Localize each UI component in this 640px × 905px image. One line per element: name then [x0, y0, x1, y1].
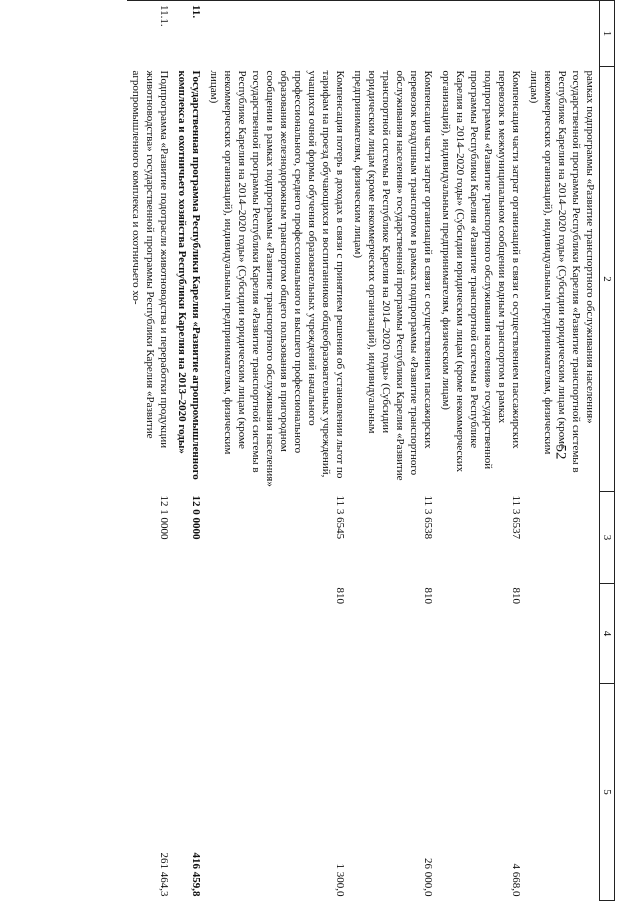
budget-table	[127, 0, 615, 901]
row-number	[349, 1, 437, 67]
row-description: Компенсация части затрат организаций в связи с осуществлением пассажирских перевозок в межмуниципальном сообщении водным транспортом в рамках подпрограммы «Развитие транспортного обслуживания населения» государственной программы Республики Карелия «Развитие транспортной системы в Республике Карелия на 2014–2020 годы» (Субсидии юридическим лицам (кроме некоммерческих организаций), индивидуальным предпринимателям, физическим лицам)	[440, 70, 522, 473]
row-code: 12 1 0000	[158, 495, 170, 540]
row-number	[205, 1, 349, 67]
column-header: 1	[600, 1, 615, 67]
row-expense-type	[127, 584, 173, 684]
row-number	[437, 1, 525, 67]
page-number: 52	[552, 444, 569, 460]
column-header: 2	[600, 67, 615, 492]
row-expense-type: 810	[510, 587, 522, 604]
row-description: рамках подпрограммы «Развитие транспортного обслуживания населения» государственной программы Республики Карелия «Развитие транспортной системы в Республике Карелия на 2014–2020 годы» (Субсидии юридическим лицам (кроме некоммерческих организаций), индивидуальным предпринимателям, физическим лицам)	[528, 70, 596, 473]
row-amount	[525, 684, 600, 901]
row-expense-type: 810	[334, 587, 346, 604]
row-amount: 26 000,0	[422, 858, 434, 897]
row-code	[525, 492, 600, 584]
column-header: 3	[600, 492, 615, 584]
row-amount: 416 459,8	[190, 852, 202, 897]
row-code: 11 3 6537	[510, 495, 522, 540]
row-number: 11.1.	[127, 1, 173, 67]
row-expense-type	[173, 584, 205, 684]
table-row	[205, 1, 349, 901]
budget-table-sheet	[55, 0, 615, 900]
row-amount: 261 464,3	[158, 852, 170, 897]
table-row	[127, 1, 173, 901]
table-row	[437, 1, 525, 901]
table-row	[525, 1, 600, 901]
row-description: Компенсация потерь в доходах в связи с принятием решения об установлении льгот по тарифам на проезд обучающихся и воспитанников общеобразовательных учреждений, учащихся очной формы обучения образовательных учреждений начального профессионального, среднего профессионального и высшего профессионального образования железнодорожным транспортом общего пользования в пригородном сообщении в рамках подпрограммы «Развитие транспортного обслуживания населения» государственной программы Республики Карелия «Развитие транспортной системы в Республике Карелия на 2014–2020 годы» (Субсидии юридическим лицам (кроме некоммерческих организаций), индивидуальным предпринимателям, физическим лицам)	[208, 70, 346, 487]
column-header: 4	[600, 584, 615, 684]
table-row	[173, 1, 205, 901]
row-number: 11.	[173, 1, 205, 67]
row-code: 11 3 6538	[422, 495, 434, 540]
row-description: Подпрограмма «Развитие подотрасли животноводства и переработки продукции животноводства» государственной программы Республики Карелия «Развитие агропромышленного комплекса и охотничьего хо-	[130, 70, 170, 449]
row-expense-type	[525, 584, 600, 684]
row-code: 12 0 0000	[190, 495, 202, 540]
row-code: 11 3 6545	[334, 495, 346, 540]
table-header-row	[600, 1, 615, 901]
table-row	[349, 1, 437, 901]
row-expense-type: 810	[422, 587, 434, 604]
row-amount: 4 668,0	[510, 863, 522, 897]
row-number	[525, 1, 600, 67]
row-description: Государственная программа Республики Карелия «Развитие агропромышленного комплекса и охотничьего хозяйства Республики Карелия на 2013–2020 годы»	[176, 70, 202, 480]
column-header: 5	[600, 684, 615, 901]
row-description: Компенсация части затрат организаций в связи с осуществлением пассажирских перевозок воздушным транспортом в рамках подпрограммы «Развитие транспортного обслуживания населения» государственной программы Республики Карелия «Развитие транспортной системы в Республике Карелия на 2014–2020 годы» (Субсидии юридическим лицам (кроме некоммерческих организаций), индивидуальным предпринимателям, физическим лицам)	[352, 70, 434, 481]
row-amount: 1 300,0	[334, 863, 346, 897]
